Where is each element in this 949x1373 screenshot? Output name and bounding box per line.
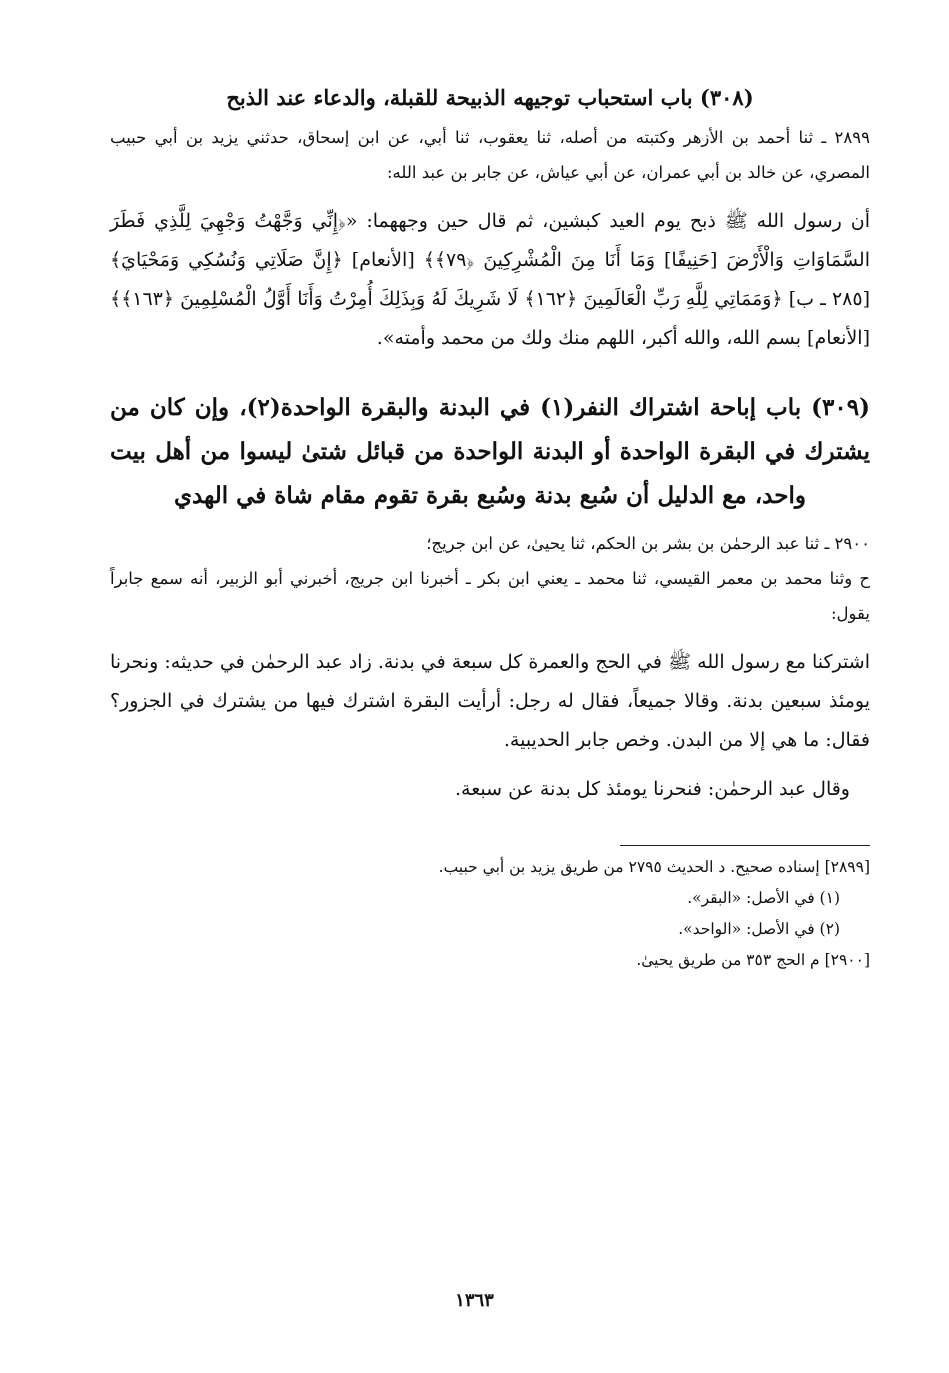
hadith-2899-matn: أن رسول الله ﷺ ذبح يوم العيد كبشين، ثم قال حين وجههما: «﴿إِنِّي وَجَّهْتُ وَجْهِيَ لِلَّذِي فَطَرَ السَّمَاوَاتِ وَالْأَرْضَ [حَنِيفًا] وَمَا أَنَا مِنَ الْمُشْرِكِينَ ﴿٧٩﴾﴾ [الأنعام] ﴿إِنَّ صَلَاتِي وَنُسُكِي وَمَحْيَايَ﴾ [٢٨٥ ـ ب] ﴿وَمَمَاتِي لِلَّهِ رَبِّ الْعَالَمِينَ ﴿١٦٢﴾ لَا شَرِيكَ لَهُ وَبِذَلِكَ أُمِرْتُ وَأَنَا أَوَّلُ الْمُسْلِمِينَ ﴿١٦٣﴾﴾ [الأنعام] بسم الله، والله أكبر، اللهم منك ولك من محمد وأمته».	[110, 210, 871, 349]
chapter-309-title: (٣٠٩) باب إباحة اشتراك النفر(١) في البدنة والبقرة الواحدة(٢)، وإن كان من يشترك في البقرة الواحدة أو البدنة الواحدة من قبائل شتىٰ ليسوا من أهل بيت واحد، مع الدليل أن سُبع بدنة وسُبع بقرة تقوم مقام شاة في الهدي	[110, 394, 870, 509]
hadith-2900-isnad-first: ٢٩٠٠ ـ ثنا عبد الرحمٰن بن بشر بن الحكم، ثنا يحيىٰ، عن ابن جريج؛	[426, 534, 870, 553]
hadith-2899-isnad: ٢٨٩٩ ـ ثنا أحمد بن الأزهر وكتبته من أصله، ثنا يعقوب، ثنا أبي، عن ابن إسحاق، حدثني يزيد بن أبي حبيب المصري، عن خالد بن أبي عمران، عن أبي عياش، عن جابر بن عبد الله:	[110, 128, 870, 182]
footnote-2900: [٢٩٠٠] م الحج ٣٥٣ من طريق يحيىٰ.	[636, 951, 870, 969]
hadith-2900-addition: وقال عبد الرحمٰن: فنحرنا يومئذ كل بدنة عن سبعة.	[454, 778, 850, 800]
hadith-2900-matn: اشتركنا مع رسول الله ﷺ في الحج والعمرة كل سبعة في بدنة. زاد عبد الرحمٰن في حديثه: ونحرنا يومئذ سبعين بدنة. وقالا جميعاً، فقال له رجل: أرأيت البقرة اشترك فيها من يشترك في الجزور؟ فقال: ما هي إلا من البدن. وخص جابر الحديبية.	[110, 651, 870, 751]
hadith-2900-isnad-second: ح وثنا محمد بن معمر القيسي، ثنا محمد ـ يعني ابن بكر ـ أخبرنا ابن جريج، أخبرني أبو الزبير، أنه سمع جابراً يقول:	[110, 569, 870, 623]
footnote-separator	[620, 845, 870, 846]
book-page	[110, 78, 870, 976]
footnote-2899: [٢٨٩٩] إسناده صحيح. د الحديث ٢٧٩٥ من طريق يزيد بن أبي حبيب.	[438, 858, 870, 876]
chapter-308-title: (٣٠٨) باب استحباب توجيهه الذبيحة للقبلة، والدعاء عند الذبح	[226, 85, 754, 110]
page-number: ١٣٦٣	[455, 1290, 494, 1311]
footnote-2: (٢) في الأصل: «الواحد».	[678, 920, 840, 938]
footnote-1: (١) في الأصل: «البقر».	[687, 889, 840, 907]
